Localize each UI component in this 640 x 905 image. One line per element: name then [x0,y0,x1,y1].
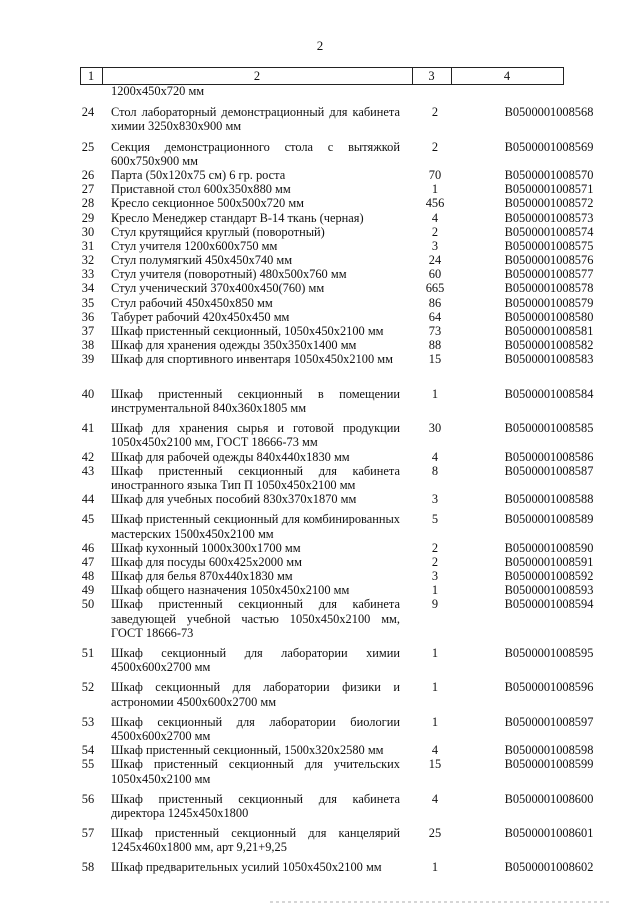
row-quantity: 3 [431,238,439,253]
table-row [0,281,640,295]
row-quantity: 4 [431,791,439,806]
row-description: Шкаф для хранения одежды 350х350х1400 мм [111,338,357,353]
row-quantity: 73 [428,324,442,339]
row-number: 39 [81,352,95,367]
row-quantity: 15 [428,352,442,367]
row-inventory-code: B0500001008577 [504,267,594,282]
table-body [0,84,640,874]
row-inventory-code: B0500001008596 [504,680,594,695]
row-inventory-code: B0500001008573 [504,210,594,225]
row-quantity: 3 [431,569,439,584]
row-inventory-code: B0500001008587 [504,463,594,478]
row-description: Шкаф пристенный секционный в помещении инструментальной 840х360х1805 мм [111,386,400,415]
table-row [0,140,640,168]
row-quantity: 1 [431,182,439,197]
row-description: Парта (50х120х75 см) 6 гр. роста [111,167,286,182]
row-description: Стул рабочий 450х450х850 мм [111,295,273,310]
row-inventory-code: B0500001008585 [504,421,594,436]
row-number: 31 [81,238,95,253]
page-number: 2 [316,38,324,53]
table-row [0,826,640,854]
row-number: 28 [81,196,95,211]
row-number: 57 [81,826,95,841]
row-description: Стул ученический 370х400х450(760) мм [111,281,325,296]
row-description: Приставной стол 600х350х880 мм [111,182,291,197]
row-quantity: 64 [428,309,442,324]
row-description: 1200х450х720 мм [111,84,205,98]
row-inventory-code: B0500001008590 [504,540,594,555]
row-description: Стул крутящийся круглый (поворотный) [111,224,325,239]
row-description: Шкаф пристенный секционный для комбинированных мастерских 1500х450х2100 мм [111,512,400,541]
row-number: 44 [81,492,95,507]
table-row [0,182,640,196]
row-inventory-code: B0500001008581 [504,324,594,339]
table-row [0,267,640,281]
row-inventory-code: B0500001008598 [504,743,594,758]
table-row [0,583,640,597]
row-inventory-code: B0500001008594 [504,597,594,612]
row-number: 40 [81,386,95,401]
row-number: 42 [81,449,95,464]
row-description: Шкаф пристенный секционный для кабинета иностранного языка Тип П 1050х450х2100 мм [111,463,400,492]
table-row [0,421,640,449]
row-inventory-code: B0500001008599 [504,757,594,772]
row-description: Табурет рабочий 420х450х450 мм [111,309,290,324]
row-inventory-code: B0500001008586 [504,449,594,464]
row-description: Шкаф для белья 870х440х1830 мм [111,569,293,584]
table-row [0,569,640,583]
table-row [0,450,640,464]
row-quantity: 2 [431,139,439,154]
row-number: 37 [81,324,95,339]
table-row [0,512,640,540]
row-quantity: 1 [431,646,439,661]
row-number: 48 [81,569,95,584]
row-number: 53 [81,714,95,729]
row-quantity: 15 [428,757,442,772]
row-description: Шкаф пристенный секционный для кабинета заведующей учебной частью 1050х450х2100 мм, ГОСТ 18666-73 [111,597,400,640]
row-inventory-code: B0500001008597 [504,714,594,729]
table-row [0,387,640,415]
table-row [0,211,640,225]
row-quantity: 1 [431,859,439,874]
table-row [0,680,640,708]
row-quantity: 1 [431,583,439,598]
table-row [0,464,640,492]
row-quantity: 70 [428,167,442,182]
row-number: 29 [81,210,95,225]
table-row [0,225,640,239]
row-description: Шкаф кухонный 1000х300х1700 мм [111,540,301,555]
header-col-3: 3 [428,69,435,83]
row-quantity: 9 [431,597,439,612]
row-number: 24 [81,105,95,120]
row-number: 25 [81,139,95,154]
row-number: 33 [81,267,95,282]
table-row [0,646,640,674]
row-number: 52 [81,680,95,695]
scan-artifact [270,901,610,903]
row-description: Шкаф секционный для лаборатории физики и астрономии 4500х600х2700 мм [111,680,400,709]
row-quantity: 5 [431,512,439,527]
row-inventory-code: B0500001008583 [504,352,594,367]
row-description: Шкаф пристенный секционный, 1050х450х2100 мм [111,324,384,339]
row-number: 41 [81,421,95,436]
row-description: Шкаф для учебных пособий 830х370х1870 мм [111,492,357,507]
row-number: 55 [81,757,95,772]
row-description: Шкаф для хранения сырья и готовой продукции 1050х450х2100 мм, ГОСТ 18666-73 мм [111,421,400,450]
row-inventory-code: B0500001008576 [504,253,594,268]
row-quantity: 25 [428,826,442,841]
row-number: 56 [81,791,95,806]
table-row [0,168,640,182]
row-number: 54 [81,743,95,758]
header-divider [563,68,564,84]
row-description: Шкаф пристенный секционный для канцелярий 1245х460х1800 мм, арт 9,21+9,25 [111,826,400,855]
row-inventory-code: B0500001008568 [504,105,594,120]
row-quantity: 1 [431,386,439,401]
row-description: Шкаф для спортивного инвентаря 1050х450х2100 мм [111,352,393,367]
table-row [0,860,640,874]
row-quantity: 2 [431,540,439,555]
row-inventory-code: B0500001008602 [504,859,594,874]
row-number: 50 [81,597,95,612]
header-col-2: 2 [253,69,261,83]
row-quantity: 2 [431,224,439,239]
table-row [0,105,640,133]
row-quantity: 8 [431,463,439,478]
row-description: Секция демонстрационного стола с вытяжкой 600х750х900 мм [111,139,400,168]
row-number: 32 [81,253,95,268]
table-row [0,84,640,98]
row-inventory-code: B0500001008601 [504,826,594,841]
row-description: Кресло секционное 500х500х720 мм [111,196,305,211]
table-row [0,757,640,785]
table-row [0,597,640,640]
row-description: Шкаф предварительных усилий 1050х450х2100 мм [111,859,382,874]
row-inventory-code: B0500001008589 [504,512,594,527]
row-number: 38 [81,338,95,353]
row-description: Шкаф пристенный секционный, 1500х320х2580 мм [111,743,384,758]
table-row [0,196,640,210]
row-description: Шкаф общего назначения 1050х450х2100 мм [111,583,350,598]
row-inventory-code: B0500001008591 [504,554,594,569]
table-row [0,296,640,310]
table-row [0,324,640,338]
row-quantity: 24 [428,253,442,268]
row-inventory-code: B0500001008569 [504,139,594,154]
row-description: Шкаф для посуды 600х425х2000 мм [111,554,302,569]
table-row [0,310,640,324]
row-quantity: 2 [431,105,439,120]
row-inventory-code: B0500001008579 [504,295,594,310]
row-inventory-code: B0500001008600 [504,791,594,806]
row-inventory-code: B0500001008595 [504,646,594,661]
row-inventory-code: B0500001008575 [504,238,594,253]
row-inventory-code: B0500001008574 [504,224,594,239]
row-number: 26 [81,167,95,182]
row-inventory-code: B0500001008580 [504,309,594,324]
table-row [0,715,640,743]
row-number: 27 [81,182,95,197]
row-number: 45 [81,512,95,527]
header-col-1: 1 [87,69,95,83]
row-inventory-code: B0500001008588 [504,492,594,507]
row-quantity: 30 [428,421,442,436]
row-inventory-code: B0500001008570 [504,167,594,182]
row-quantity: 1 [431,680,439,695]
table-row [0,541,640,555]
row-number: 35 [81,295,95,310]
table-row [0,743,640,757]
row-description: Кресло Менеджер стандарт В-14 ткань (черная) [111,210,364,225]
row-quantity: 86 [428,295,442,310]
row-description: Стул полумягкий 450х450х740 мм [111,253,293,268]
row-quantity: 3 [431,492,439,507]
row-description: Шкаф пристенный секционный для кабинета директора 1245х450х1800 [111,791,400,821]
header-col-4: 4 [503,69,511,83]
row-quantity: 88 [428,338,442,353]
row-quantity: 60 [428,267,442,282]
table-row [0,555,640,569]
row-quantity: 4 [431,449,439,464]
row-description: Шкаф секционный для лаборатории биологии 4500х600х2700 мм [111,714,400,744]
table-row [0,492,640,506]
row-quantity: 665 [425,281,445,296]
row-number: 36 [81,309,95,324]
table-row [0,253,640,267]
row-inventory-code: B0500001008572 [504,196,594,211]
row-number: 58 [81,859,95,874]
row-description: Стол лабораторный демонстрационный для кабинета химии 3250х830х900 мм [111,105,400,134]
row-inventory-code: B0500001008578 [504,281,594,296]
row-description: Шкаф пристенный секционный для учительских 1050х450х2100 мм [111,757,400,786]
row-quantity: 4 [431,743,439,758]
row-description: Стул учителя (поворотный) 480х500х760 мм [111,267,347,282]
row-number: 47 [81,554,95,569]
row-number: 43 [81,463,95,478]
row-quantity: 456 [425,196,445,211]
row-inventory-code: B0500001008592 [504,569,594,584]
row-description: Шкаф секционный для лаборатории химии 4500х600х2700 мм [111,646,400,675]
table-row [0,792,640,820]
row-description: Стул учителя 1200х600х750 мм [111,238,278,253]
row-quantity: 4 [431,210,439,225]
row-inventory-code: B0500001008593 [504,583,594,598]
table-row [0,352,640,380]
row-number: 34 [81,281,95,296]
row-description: Шкаф для рабочей одежды 840х440х1830 мм [111,449,350,464]
row-inventory-code: B0500001008584 [504,386,594,401]
table-header [80,67,564,85]
row-inventory-code: B0500001008582 [504,338,594,353]
row-number: 46 [81,540,95,555]
row-quantity: 1 [431,714,439,729]
row-number: 51 [81,646,95,661]
table-row [0,338,640,352]
row-inventory-code: B0500001008571 [504,182,594,197]
row-quantity: 2 [431,554,439,569]
row-number: 30 [81,224,95,239]
row-number: 49 [81,583,95,598]
table-row [0,239,640,253]
